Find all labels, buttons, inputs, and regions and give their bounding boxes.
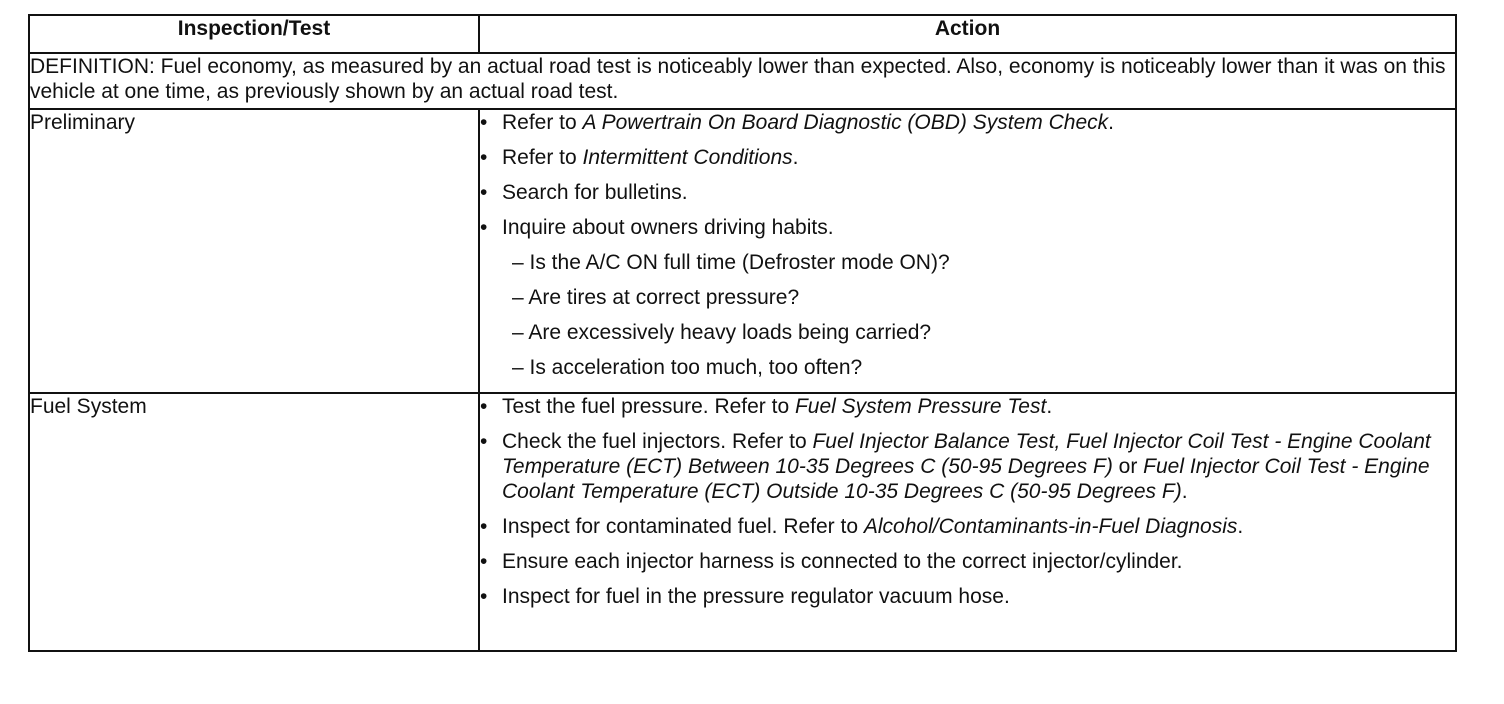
action-tail: . <box>792 146 799 169</box>
action-tail: . <box>1046 395 1053 418</box>
definition-text: DEFINITION: Fuel economy, as measured by an actual road test is noticeably lower than expected. Also, economy is noticeably lower than it was on this vehicle at one time, as previously shown by an actual road test. <box>29 53 1456 109</box>
action-text: Inquire about owners driving habits. <box>502 216 834 239</box>
table-row-preliminary <box>29 109 1456 393</box>
action-item <box>480 584 1455 609</box>
action-text: Inspect for contaminated fuel. Refer to <box>502 515 864 538</box>
header-inspection-test: Inspection/Test <box>29 15 479 53</box>
bullet-icon: • <box>480 430 488 453</box>
reference-link: Fuel Injector Coil Test - Engine Coolant Temperature (ECT) Outside 10-35 Degrees C (50-95 Degrees F) <box>502 455 1430 503</box>
action-tail: . <box>1181 480 1188 503</box>
bullet-icon: • <box>480 146 488 169</box>
section-label-fuel-system: Fuel System <box>29 393 479 651</box>
section-label-preliminary: Preliminary <box>29 109 479 393</box>
diagnostic-table-page <box>28 14 1455 652</box>
action-text: Check the fuel injectors. Refer to <box>502 430 813 453</box>
bullet-icon: • <box>480 181 488 204</box>
action-text: Search for bulletins. <box>502 181 688 204</box>
sub-question: – Is acceleration too much, too often? <box>512 356 863 379</box>
bullet-icon: • <box>480 111 488 134</box>
action-tail: . <box>1108 111 1114 134</box>
sub-question: – Are excessively heavy loads being carried? <box>512 321 932 344</box>
action-text: Test the fuel pressure. Refer to <box>502 395 795 418</box>
action-item <box>480 394 1455 419</box>
action-item <box>480 514 1455 539</box>
action-text: Inspect for fuel in the pressure regulator vacuum hose. <box>502 585 1010 608</box>
reference-link: Fuel Injector Balance Test, Fuel Injector Coil Test - Engine Coolant Temperature (ECT) Between 10-35 Degrees C (50-95 Degrees F) <box>502 430 1431 478</box>
action-list-fuel-system <box>480 394 1455 609</box>
action-tail: . <box>1237 515 1244 538</box>
action-text: Refer to <box>502 146 583 169</box>
bullet-icon: • <box>480 216 488 239</box>
action-item <box>480 549 1455 574</box>
action-item <box>480 180 1455 205</box>
action-mid: or <box>1112 455 1144 478</box>
action-item <box>480 429 1455 504</box>
action-item <box>480 145 1455 170</box>
reference-link: A Powertrain On Board Diagnostic (OBD) System Check <box>582 111 1109 134</box>
bullet-icon: • <box>480 550 488 573</box>
action-item <box>480 215 1455 380</box>
reference-link: Intermittent Conditions <box>582 146 793 169</box>
header-action: Action <box>479 15 1456 53</box>
reference-link: Alcohol/Contaminants-in-Fuel Diagnosis <box>863 515 1238 538</box>
sub-question: – Are tires at correct pressure? <box>512 286 800 309</box>
bullet-icon: • <box>480 395 488 418</box>
header-row <box>29 15 1456 53</box>
definition-row <box>29 53 1456 109</box>
actions-cell-preliminary <box>479 109 1456 393</box>
bullet-icon: • <box>480 585 488 608</box>
table-row-fuel-system <box>29 393 1456 651</box>
bullet-icon: • <box>480 515 488 538</box>
sub-question-list <box>512 250 1455 380</box>
action-item <box>480 110 1455 135</box>
sub-question: – Is the A/C ON full time (Defroster mode ON)? <box>512 251 950 274</box>
diagnostic-table <box>28 14 1457 652</box>
action-list-preliminary <box>480 110 1455 380</box>
reference-link: Fuel System Pressure Test <box>794 395 1047 418</box>
actions-cell-fuel-system <box>479 393 1456 651</box>
action-text: Ensure each injector harness is connected to the correct injector/cylinder. <box>502 550 1183 573</box>
action-text: Refer to <box>502 111 583 134</box>
